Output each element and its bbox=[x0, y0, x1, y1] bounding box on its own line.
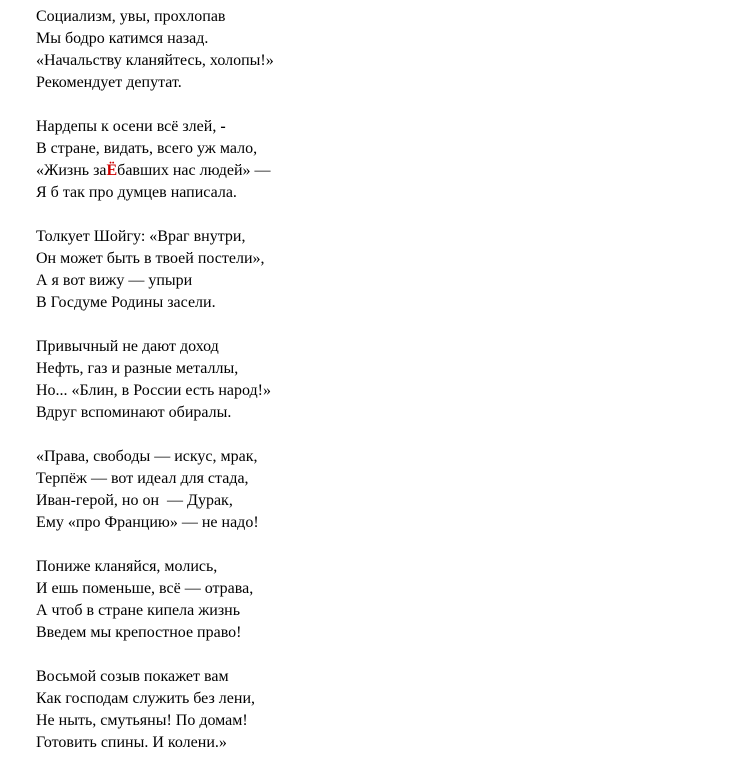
poem-line: Мы бодро катимся назад. bbox=[36, 30, 209, 47]
poem-line: Восьмой созыв покажет вам bbox=[36, 668, 229, 685]
poem-line: Не ныть, смутьяны! По домам! bbox=[36, 712, 248, 729]
poem-line-bold-dash bbox=[36, 116, 274, 138]
highlighted-letter: Ё bbox=[106, 162, 118, 179]
line-text-before: «Жизнь за bbox=[36, 162, 107, 179]
line-text-before: Нардепы к осени всё злей, bbox=[36, 118, 221, 135]
poem-line: Но... «Блин, в России есть народ!» bbox=[36, 382, 271, 399]
poem-line: В Госдуме Родины засели. bbox=[36, 294, 216, 311]
stanza-6 bbox=[36, 556, 274, 644]
poem-line: «Начальству кланяйтесь, холопы!» bbox=[36, 52, 274, 69]
poem-line: Он может быть в твоей постели», bbox=[36, 250, 265, 267]
poem-line: Как господам служить без лени, bbox=[36, 690, 256, 707]
poem-line: Пониже кланяйся, молись, bbox=[36, 558, 218, 575]
poem-line: Терпёж — вот идеал для стада, bbox=[36, 470, 249, 487]
poem-line: Вдруг вспоминают обиралы. bbox=[36, 404, 232, 421]
poem-line: Введем мы крепостное право! bbox=[36, 624, 242, 641]
poem-text bbox=[36, 6, 274, 776]
stanza-7 bbox=[36, 666, 274, 754]
poem-line: В стране, видать, всего уж мало, bbox=[36, 140, 258, 157]
poem-line: А чтоб в стране кипела жизнь bbox=[36, 602, 241, 619]
poem-line: Рекомендует депутат. bbox=[36, 74, 182, 91]
line-text-after: бавших нас людей» — bbox=[117, 162, 271, 179]
poem-line: Готовить спины. И колени.» bbox=[36, 734, 227, 751]
poem-line: «Права, свободы — искус, мрак, bbox=[36, 448, 258, 465]
bold-dash: - bbox=[220, 118, 226, 135]
stanza-3 bbox=[36, 226, 274, 314]
stanza-4 bbox=[36, 336, 274, 424]
poem-line: Иван-герой, но он — Дурак, bbox=[36, 492, 233, 509]
poem-line: А я вот вижу — упыри bbox=[36, 272, 193, 289]
poem-line: Я б так про думцев написала. bbox=[36, 184, 237, 201]
stanza-2 bbox=[36, 116, 274, 204]
poem-line: Толкует Шойгу: «Враг внутри, bbox=[36, 228, 246, 245]
stanza-5 bbox=[36, 446, 274, 534]
stanza-1 bbox=[36, 6, 274, 94]
poem-line: И ешь поменьше, всё — отрава, bbox=[36, 580, 254, 597]
poem-line-highlighted bbox=[36, 160, 274, 182]
poem-line: Привычный не дают доход bbox=[36, 338, 219, 355]
poem-line: Социализм, увы, прохлопав bbox=[36, 8, 226, 25]
poem-line: Ему «про Францию» — не надо! bbox=[36, 514, 259, 531]
poem-line: Нефть, газ и разные металлы, bbox=[36, 360, 239, 377]
